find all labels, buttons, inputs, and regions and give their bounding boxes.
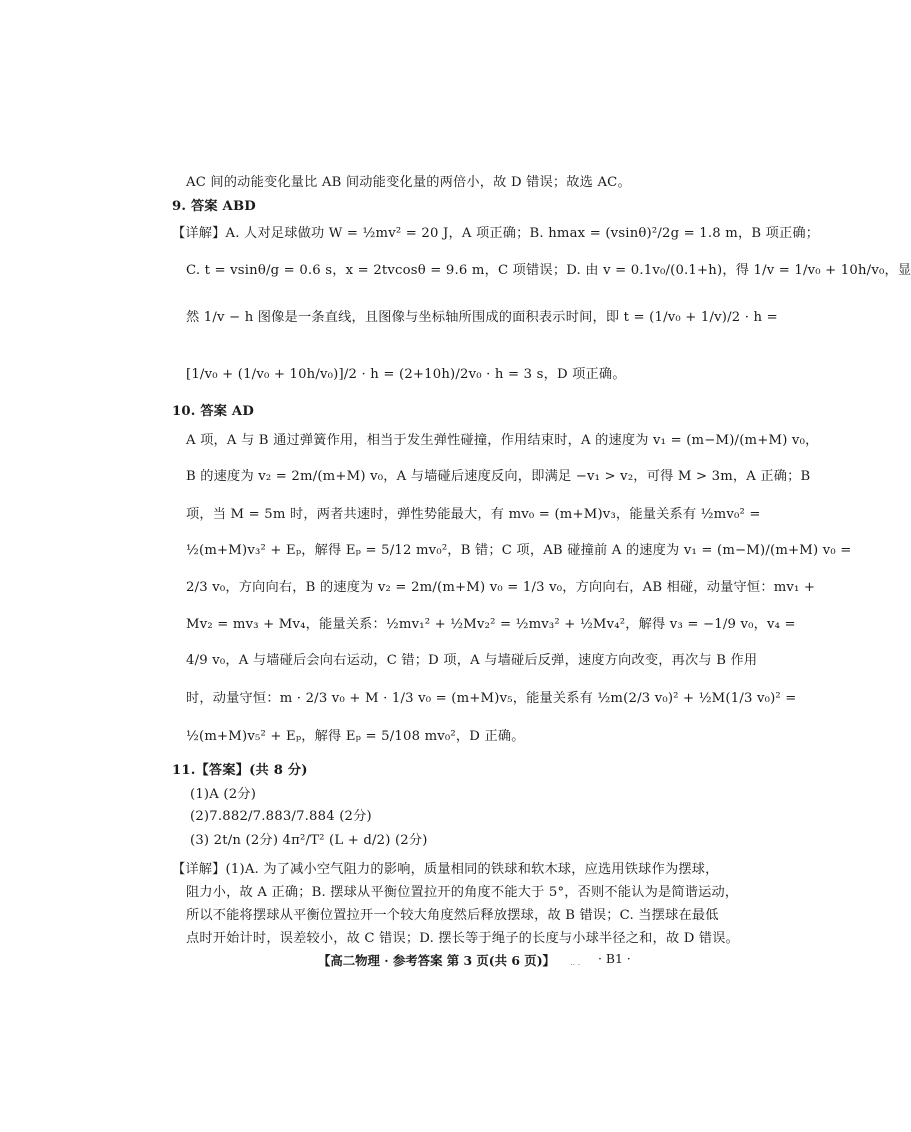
text-line: 所以不能将摆球从平衡位置拉开一个较大角度然后释放摆球，故 B 错误；C. 当摆球在最低 (186, 908, 719, 923)
text-line: (2)7.882/7.883/7.884 (2分) (190, 809, 372, 824)
text-line: A 项，A 与 B 通过弹簧作用，相当于发生弹性碰撞，作用结束时，A 的速度为 v₁ = (m−M)/(m+M) v₀， (186, 433, 819, 448)
text-line: (1)A (2分) (190, 787, 257, 802)
text-line: 【详解】(1)A. 为了减小空气阻力的影响，质量相同的铁球和软木球，应选用铁球作为摆球， (172, 862, 719, 877)
text-line: 项，当 M = 5m 时，两者共速时，弹性势能最大，有 mv₀ = (m+M)v₃，能量关系有 ½mv₀² = (186, 507, 761, 522)
text-line: AC 间的动能变化量比 AB 间动能变化量的两倍小，故 D 错误；故选 AC。 (186, 175, 631, 190)
text-line: 2/3 v₀，方向向右，B 的速度为 v₂ = 2m/(m+M) v₀ = 1/3 v₀，方向向右，AB 相碰，动量守恒：mv₁ + (186, 580, 816, 595)
text-line: Mv₂ = mv₃ + Mv₄，能量关系：½mv₁² + ½Mv₂² = ½mv₃² + ½Mv₄²，解得 v₃ = −1/9 v₀，v₄ = (186, 617, 796, 632)
text-line: 11.【答案】(共 8 分) (172, 763, 308, 778)
text-line: (3) 2t/n (2分) 4π²/T² (L + d/2) (2分) (190, 833, 428, 848)
text-line: ½(m+M)v₅² + Eₚ，解得 Eₚ = 5/108 mv₀²，D 正确。 (186, 729, 525, 744)
page-code: · B1 · (598, 951, 631, 966)
text-line: B 的速度为 v₂ = 2m/(m+M) v₀，A 与墙碰后速度反向，即满足 −v₁ > v₂，可得 M > 3m，A 正确；B (186, 469, 811, 484)
text-line: 10. 答案 AD (172, 404, 254, 419)
text-line: 9. 答案 ABD (172, 199, 256, 214)
text-line: 4/9 v₀，A 与墙碰后会向右运动，C 错；D 项，A 与墙碰后反弹，速度方向改变，再次与 B 作用 (186, 653, 758, 668)
text-line: 然 1/v − h 图像是一条直线，且图像与坐标轴所围成的面积表示时间，即 t = (1/v₀ + 1/v)/2 · h = (186, 310, 778, 325)
text-line: 时，动量守恒：m · 2/3 v₀ + M · 1/3 v₀ = (m+M)v₅，能量关系有 ½m(2/3 v₀)² + ½M(1/3 v₀)² = (186, 691, 797, 706)
page-footer: 【高二物理 · 参考答案 第 3 页(共 6 页)】 (318, 953, 555, 968)
text-line: [1/v₀ + (1/v₀ + 10h/v₀)]/2 · h = (2+10h)/2v₀ · h = 3 s，D 项正确。 (186, 367, 626, 382)
text-line: 点时开始计时，误差较小，故 C 错误；D. 摆长等于绳子的长度与小球半径之和，故 D 错误。 (186, 931, 740, 946)
text-line: C. t = vsinθ/g = 0.6 s，x = 2tvcosθ = 9.6 m，C 项错误；D. 由 v = 0.1v₀/(0.1+h)，得 1/v = 1/v₀ + 10h/v₀，显 (186, 263, 911, 278)
scan-specks: .. . (570, 958, 581, 967)
text-line: ½(m+M)v₃² + Eₚ，解得 Eₚ = 5/12 mv₀²，B 错；C 项，AB 碰撞前 A 的速度为 v₁ = (m−M)/(m+M) v₀ = (186, 543, 852, 558)
text-line: 阻力小，故 A 正确；B. 摆球从平衡位置拉开的角度不能大于 5°，否则不能认为是简谐运动， (186, 885, 739, 900)
text-line: 【详解】A. 人对足球做功 W = ½mv² = 20 J，A 项正确；B. hmax = (vsinθ)²/2g = 1.8 m，B 项正确； (172, 226, 820, 241)
